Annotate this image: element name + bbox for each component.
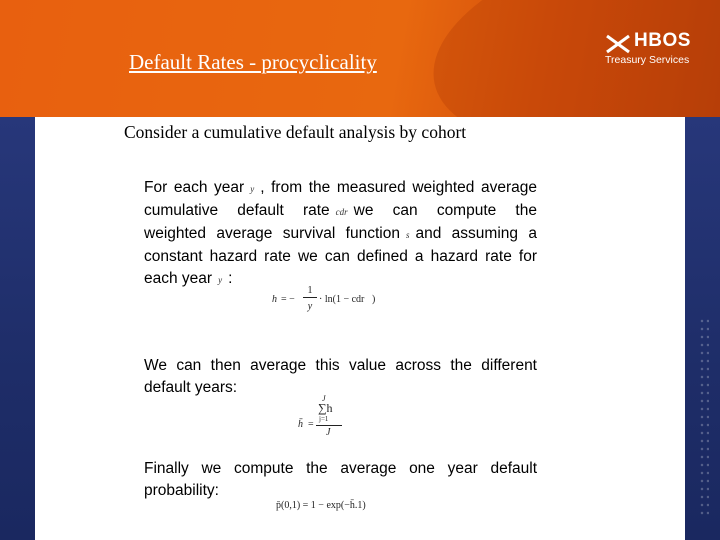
para2-line1: We can then average this value across the different	[144, 357, 537, 374]
para1-line2: cumulative default rate cdr we can compute the	[144, 202, 537, 219]
para2-line2: default years:	[144, 379, 238, 396]
slide-subtitle: Consider a cumulative default analysis by cohort	[124, 122, 467, 142]
logo-name: HBOS	[634, 30, 691, 51]
hbos-logo-icon	[604, 32, 632, 56]
right-side-panel	[685, 117, 720, 540]
left-side-panel	[0, 117, 35, 540]
logo-subtitle: Treasury Services	[605, 54, 690, 66]
paragraph-hazard-rate	[144, 177, 537, 291]
paragraph-probability	[144, 458, 537, 502]
para3-line1: Finally we compute the average one year default	[144, 460, 537, 477]
para1-line1: For each year y , from the measured weighted average	[144, 179, 537, 196]
header-banner	[0, 0, 720, 117]
symbol-s: s	[405, 230, 410, 240]
paragraph-average	[144, 355, 537, 399]
dot-pattern	[699, 317, 709, 517]
average-hazard-formula: J ∑h j=1 h̄ = J	[298, 394, 358, 440]
para3-line2: probability:	[144, 482, 219, 499]
symbol-cdr: cdr	[335, 207, 348, 217]
symbol-y: y	[250, 184, 255, 194]
symbol-y-2: y	[218, 275, 223, 285]
hazard-rate-formula: h = − 1 y · ln(1 − cdr )	[272, 285, 376, 312]
default-probability-formula: p̄(0,1) = 1 − exp(−h̄.1)	[276, 500, 366, 511]
para1-line5: each year y :	[144, 270, 233, 287]
para1-line4: constant hazard rate we can defined a hazard rate for	[144, 248, 537, 265]
slide-title: Default Rates - procyclicality	[129, 50, 377, 74]
para1-line3: weighted average survival function s and assuming a	[144, 225, 537, 242]
hbos-logo	[604, 30, 704, 74]
